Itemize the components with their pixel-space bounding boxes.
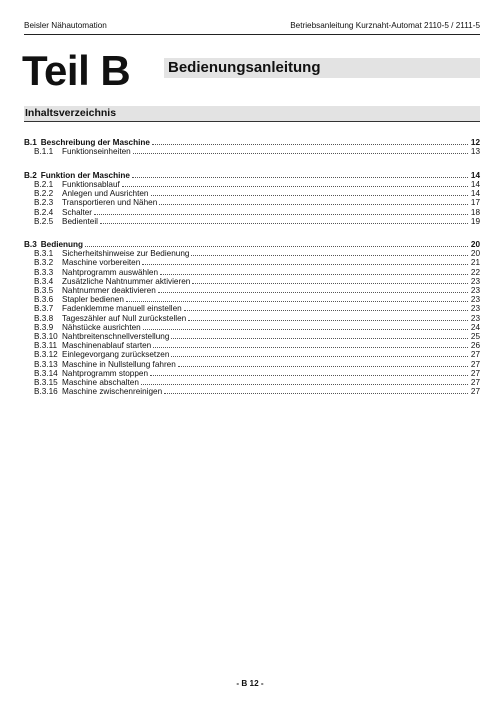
toc-entry-title: Nähstücke ausrichten [62, 322, 141, 332]
toc-section-row[interactable] [24, 240, 480, 249]
header-right: Betriebsanleitung Kurznaht-Automat 2110-5 / 2111-5 [290, 21, 480, 30]
toc-entry-row[interactable] [24, 304, 480, 313]
toc-entry-number: B.3.1 [34, 249, 54, 259]
toc-entry-row[interactable] [24, 378, 480, 387]
toc-entry-page: 23 [470, 295, 480, 305]
toc-leader-dots [132, 176, 468, 178]
toc-entry-row[interactable] [24, 189, 480, 198]
toc-section-number: B.1 [24, 138, 37, 148]
toc-section-title: Beschreibung der Maschine [40, 138, 150, 148]
toc-entry-title: Sicherheitshinweise zur Bedienung [62, 249, 190, 259]
toc-entry-row[interactable] [24, 147, 480, 156]
toc-leader-dots [192, 282, 468, 284]
toc-entry-title: Maschine zwischenreinigen [62, 387, 163, 397]
toc-entry-number: B.3.8 [34, 313, 54, 323]
toc-section-title: Funktion der Maschine [40, 170, 130, 180]
toc-entry-title: Stapler bedienen [62, 295, 124, 305]
toc-entry-title: Nahtprogramm auswählen [62, 267, 159, 277]
toc-entry-number: B.3.12 [34, 350, 58, 360]
toc-entry-title: Fadenklemme manuell einstellen [62, 304, 182, 314]
toc-entry-page: 27 [470, 387, 480, 397]
toc-entry-page: 22 [470, 267, 480, 277]
toc-entry-number: B.3.16 [34, 387, 58, 397]
toc-entry-title: Funktionsablauf [62, 179, 120, 189]
toc-entry-number: B.1.1 [34, 147, 54, 157]
toc-entry-number: B.3.10 [34, 331, 58, 341]
toc-entry-number: B.3.2 [34, 258, 54, 268]
toc-entry-row[interactable] [24, 207, 480, 216]
toc-leader-dots [171, 337, 468, 339]
toc-entry-title: Maschine abschalten [62, 377, 139, 387]
toc-entry-page: 21 [470, 258, 480, 268]
toc-leader-dots [164, 392, 468, 394]
toc-entry-row[interactable] [24, 387, 480, 396]
header-left: Beisler Nähautomation [24, 21, 107, 30]
toc-entry-title: Transportieren und Nähen [62, 198, 158, 208]
toc-entry-title: Zusätzliche Nahtnummer aktivieren [62, 276, 191, 286]
toc-entry-row[interactable] [24, 198, 480, 207]
toc-entry-page: 24 [470, 322, 480, 332]
toc-section-page: 14 [470, 170, 480, 180]
toc-entry-number: B.3.7 [34, 304, 54, 314]
part-title: Teil B [22, 47, 131, 94]
toc-section-row[interactable] [24, 171, 480, 180]
toc-leader-dots [153, 346, 468, 348]
toc-leader-dots [151, 194, 469, 196]
toc-entry-page: 27 [470, 350, 480, 360]
toc-entry-title: Nahtnummer deaktivieren [62, 286, 156, 295]
toc-entry-number: B.3.4 [34, 276, 54, 286]
toc-entry-row[interactable] [24, 332, 480, 341]
toc-entry-page: 27 [470, 359, 480, 369]
toc-entry-title: Nahtprogramm stoppen [62, 368, 149, 378]
toc-entry-number: B.2.3 [34, 198, 54, 208]
toc-leader-dots [171, 355, 468, 357]
page-footer: - B 12 - [236, 679, 264, 688]
toc-leader-dots [85, 245, 468, 247]
toc-entry-title: Maschine in Nullstellung fahren [62, 359, 176, 369]
toc-entry-title: Einlegevorgang zurücksetzen [62, 350, 170, 360]
toc-entry-row[interactable] [24, 249, 480, 258]
toc-leader-dots [178, 365, 468, 367]
toc-entry-row[interactable] [24, 359, 480, 368]
toc-entry-page: 23 [470, 286, 480, 295]
toc-entry-number: B.2.4 [34, 207, 54, 217]
part-subtitle: Bedienungsanleitung [168, 59, 321, 76]
toc-leader-dots [188, 319, 468, 321]
toc-entry-title: Maschinenablauf starten [62, 341, 152, 351]
toc-section-row[interactable] [24, 138, 480, 147]
toc-leader-dots [152, 143, 468, 145]
toc-entry-page: 27 [470, 377, 480, 387]
toc-leader-dots [160, 273, 468, 275]
toc-entry-page: 23 [470, 304, 480, 314]
toc-leader-dots [143, 328, 468, 330]
toc-section-page: 12 [470, 138, 480, 148]
toc-entry-page: 14 [470, 179, 480, 189]
toc-leader-dots [141, 383, 468, 385]
toc-entry-page: 25 [470, 331, 480, 341]
toc-entry-page: 19 [470, 216, 480, 226]
toc-section-gap [24, 156, 480, 170]
toc-entry-title: Funktionseinheiten [62, 147, 131, 157]
toc-entry-number: B.3.5 [34, 286, 54, 295]
toc-entry-row[interactable] [24, 180, 480, 189]
toc-entry-number: B.2.2 [34, 189, 54, 199]
toc-entry-row[interactable] [24, 267, 480, 276]
toc-leader-dots [126, 300, 468, 302]
toc-section-title: Bedienung [40, 240, 84, 250]
toc-leader-dots [142, 263, 468, 265]
toc-entry-title: Nahtbreitenschnellverstellung [62, 331, 170, 341]
toc-entry-page: 17 [470, 198, 480, 208]
toc-leader-dots [122, 185, 468, 187]
toc-section-gap [24, 226, 480, 240]
toc-section-number: B.3 [24, 240, 37, 250]
toc-leader-dots [191, 254, 468, 256]
toc-leader-dots [184, 309, 468, 311]
toc-entry-number: B.3.13 [34, 359, 58, 369]
toc-section-number: B.2 [24, 170, 37, 180]
toc-leader-dots [94, 213, 468, 215]
header-rule [24, 34, 480, 35]
toc-entry-row[interactable] [24, 323, 480, 332]
toc-entry-row[interactable] [24, 295, 480, 304]
toc-entry-row[interactable] [24, 341, 480, 350]
toc-entry-title: Schalter [62, 207, 93, 217]
toc-entry-number: B.3.6 [34, 295, 54, 305]
toc-entry-row[interactable] [24, 258, 480, 267]
toc-entry-number: B.3.11 [34, 341, 58, 351]
toc-entry-row[interactable] [24, 350, 480, 359]
toc-leader-dots [133, 152, 468, 154]
toc-entry-number: B.3.14 [34, 368, 58, 378]
toc-entry-number: B.2.5 [34, 216, 54, 226]
toc-entry-title: Maschine vorbereiten [62, 258, 141, 268]
toc-entry-number: B.3.9 [34, 322, 54, 332]
toc-entry-page: 20 [470, 249, 480, 259]
toc-entry-row[interactable] [24, 369, 480, 378]
toc-section-page: 20 [470, 240, 480, 250]
toc-entry-number: B.3.15 [34, 377, 58, 387]
toc-entry-title: Anlegen und Ausrichten [62, 189, 149, 199]
toc-leader-dots [158, 291, 468, 293]
toc-entry-row[interactable] [24, 217, 480, 226]
toc-entry-row[interactable] [24, 313, 480, 322]
toc-entry-page: 14 [470, 189, 480, 199]
toc-entry-page: 18 [470, 207, 480, 217]
toc-entry-page: 26 [470, 341, 480, 351]
toc-entry-page: 23 [470, 276, 480, 286]
table-of-contents [24, 138, 480, 396]
toc-leader-dots [159, 203, 468, 205]
toc-entry-page: 23 [470, 313, 480, 323]
toc-entry-row[interactable] [24, 277, 480, 286]
toc-entry-row[interactable] [24, 286, 480, 295]
toc-entry-page: 27 [470, 368, 480, 378]
toc-entry-page: 13 [470, 147, 480, 157]
toc-entry-title: Bedienteil [62, 216, 98, 226]
toc-heading: Inhaltsverzeichnis [25, 107, 117, 119]
toc-entry-title: Tageszähler auf Null zurückstellen [62, 313, 187, 323]
toc-entry-number: B.3.3 [34, 267, 54, 277]
toc-leader-dots [100, 222, 468, 224]
toc-entry-number: B.2.1 [34, 179, 54, 189]
toc-leader-dots [150, 374, 468, 376]
